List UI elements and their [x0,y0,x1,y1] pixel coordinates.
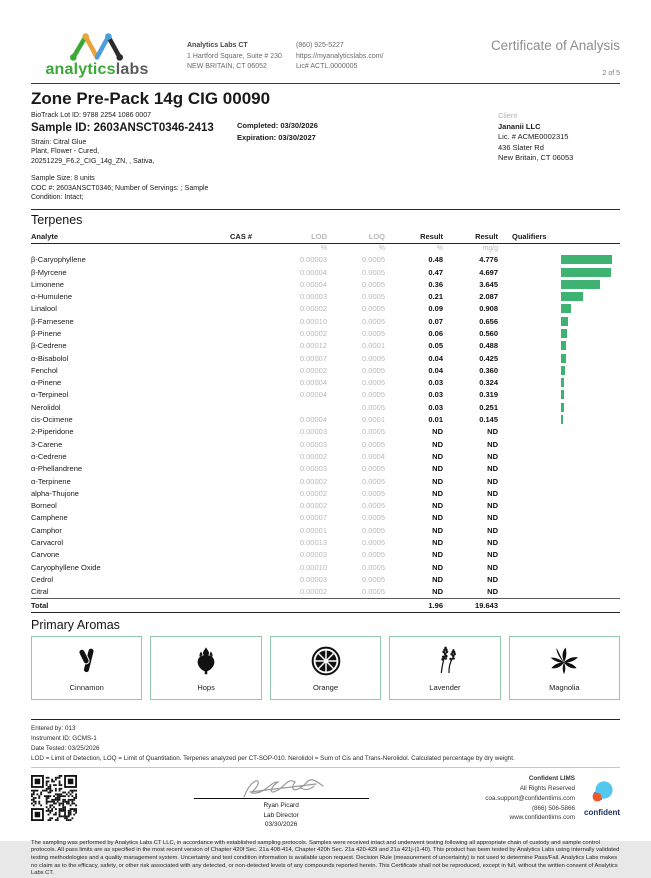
column-header-result-mgg: Result [475,231,498,241]
aroma-card [150,636,261,700]
terpene-result-bar [561,280,600,289]
table-row: Cedrol 0.00003 0.0005 ND ND [31,574,498,584]
lab-logo [31,28,163,79]
date-tested: Date Tested: 03/25/2026 [31,744,100,752]
lab-phone: (860) 925-5227 [295,42,344,49]
confident-circles-icon [586,780,618,806]
table-row: α-Terpinene 0.00002 0.0005 ND ND [31,476,498,486]
lims-block [485,774,620,823]
matrix: Plant, Flower - Cured, [31,148,100,156]
footer-meta [31,724,620,763]
batch-code: 20251229_F6.2_CIG_14g_ZN, , Sativa, [31,157,155,165]
client-license: Lic. # ACME0002315 [498,132,569,141]
expiration-date: Expiration: 03/30/2027 [237,132,316,142]
sample-details-column [31,111,237,203]
client-column [498,111,620,203]
terpene-result-bar [561,329,567,338]
dates-column [237,111,433,203]
table-row: β-Myrcene 0.00004 0.0005 0.47 4.697 [31,266,620,278]
signature-divider [31,767,620,768]
terpenes-divider [31,209,620,210]
coc-number: COC #: 2603ANSCT0346; Number of Servings: ; Sample Condition: Intact; [31,184,209,202]
client-address-2: New Britain, CT 06053 [498,153,574,162]
orange-icon [271,641,380,681]
client-label: Client [498,111,518,120]
cinnamon-icon [32,641,141,681]
column-header-result-pct: Result [420,231,443,241]
terpenes-section-title: Terpenes [31,212,83,227]
hops-icon [151,641,260,681]
disclaimer-text: The sampling was performed by Analytics Labs CT LLC, in accordance with established sampling protocols. Samples were received intact and underwent testing following all appropriate chain of custody and sample control protocols. All pass limits are as specified in the most recent version of Chapter 420f Sec. 21a 408-414, Chapter 420h Sec. 21a 420-429 and 21a 421j-(1-40). This product has been tested by Analytics Labs using internally validated testing methodologies and a quality management system. Uncertainty and test condition information is available upon request. Decision Rule (measurement of uncertainty) is not used to determine Pass/Fail. Analytics Labs makes no claim as to the efficacy, safety, or other risk associated with any detected, or non-detected levels of any compounds reported herein. This Certificate shall not be reproduced, except in full, without the written consent of Analytics Labs CT. [31,839,620,877]
aroma-label: Hops [197,683,215,693]
table-row: Citral 0.00002 0.0005 ND ND [31,587,498,597]
signature-date: 03/30/2026 [264,821,298,829]
lab-website: https://myanalyticslabs.com/ [295,52,384,60]
table-row: 3-Carene 0.00003 0.0005 ND ND [31,439,498,449]
aroma-label: Cinnamon [69,683,104,693]
confident-lims-logo [584,780,620,817]
lab-address-2: NEW BRITAIN, CT 06052 [187,63,267,70]
lab-phone-column [296,41,384,73]
table-row: Linalool 0.00002 0.0005 0.09 0.908 [31,303,620,315]
strain: Strain: Citral Glue [31,138,87,146]
lavender-icon [390,641,499,681]
terpene-result-bar [561,317,568,326]
terpene-total-row [31,598,620,614]
page-title: Zone Pre-Pack 14g CIG 00090 [31,89,271,108]
column-header-loq: LOQ [368,231,385,241]
terpene-result-bar [561,354,566,363]
confident-logo-text: confident [584,808,620,818]
table-row: β-Cedrene 0.00012 0.0001 0.05 0.488 [31,340,620,352]
entered-by: Entered by: 013 [31,725,76,733]
lab-address-column [187,41,282,73]
signatory [77,801,485,829]
total-label: Total [31,601,49,611]
aroma-card [31,636,142,700]
terpene-result-bar [561,378,564,387]
aromas-section-title: Primary Aromas [31,618,120,633]
analytics-labs-zigzag-icon [64,28,130,64]
signature-line [194,798,369,799]
lab-name: Analytics Labs CT [187,42,248,49]
lims-email: coa.support@confidentlims.com [485,794,575,802]
terpene-result-bar [561,390,564,399]
sample-id: Sample ID: 2603ANSCT0346-2413 [31,122,214,135]
terpene-table-units [31,244,620,254]
table-row: Limonene 0.00004 0.0005 0.36 3.645 [31,278,620,290]
header-divider [31,83,620,84]
certificate-title-block [491,38,620,77]
terpene-result-bar [561,292,583,301]
lims-website: www.confidentlims.com [509,814,575,822]
terpene-result-bar [561,255,612,264]
biotrack-lot-id: BioTrack Lot ID: 9788 2254 1086 0007 [31,112,151,119]
unit-result-mgg: mg/g [482,245,498,253]
table-row: α-Humulene 0.00003 0.0005 0.21 2.087 [31,290,620,302]
lab-license: Lic# ACTL.0000005 [295,63,358,70]
aroma-card [389,636,500,700]
table-row: Carvone 0.00003 0.0005 ND ND [31,550,498,560]
terpene-result-bar [561,366,565,375]
signatory-title: Lab Director [263,811,299,819]
table-row: β-Farnesene 0.00010 0.0005 0.07 0.656 [31,315,620,327]
wordmark-labs: labs [115,61,149,78]
signatory-name: Ryan Picard [263,802,299,810]
instrument-id: Instrument ID: GCMS-1 [31,735,97,743]
table-row: 2-Piperidone 0.00003 0.0005 ND ND [31,427,498,437]
total-result-pct: 1.96 [428,601,443,611]
header [0,0,651,79]
signature-band [31,773,620,829]
page-indicator: 2 of 5 [602,70,620,77]
column-header-qualifiers: Qualifiers [512,231,547,241]
column-header-cas: CAS # [230,231,253,241]
table-row: β-Pinene 0.00002 0.0005 0.06 0.560 [31,327,620,339]
signature-block [77,773,485,829]
lims-name: Confident LIMS [528,775,575,783]
table-row: cis-Ocimene 0.00004 0.0001 0.01 0.145 [31,413,620,425]
client-address-1: 436 Slater Rd [498,142,544,152]
terpene-table-body [31,254,620,598]
aroma-card [270,636,381,700]
aroma-label: Lavender [429,683,461,693]
terpene-table-header [31,232,620,244]
lab-wordmark [31,61,163,79]
magnolia-icon [510,641,619,681]
completed-date: Completed: 03/30/2026 [237,121,318,130]
lab-contact-info [187,41,383,73]
table-row: Borneol 0.00002 0.0005 ND ND [31,501,498,511]
terpene-result-bar [561,341,566,350]
table-row: Caryophyllene Oxide 0.00010 0.0005 ND ND [31,562,498,572]
method-note: LOD = Limit of Detection, LOQ = Limit of Quantitation. Terpenes analyzed per CT-SOP-010. Nerolidol = Sum of Cis and Trans-Nerolidol. Calculated percentage by dry weight. [31,754,515,762]
qr-code [31,775,77,821]
table-row: α-Bisabolol 0.00007 0.0005 0.04 0.425 [31,352,620,364]
table-row: Camphene 0.00007 0.0005 ND ND [31,513,498,523]
table-row: Nerolidol 0.0005 0.03 0.251 [31,401,620,413]
unit-result-pct: % [436,245,443,253]
sample-meta [31,174,237,202]
terpene-result-bar [561,403,564,412]
wordmark-analytics: analytics [45,61,116,78]
aroma-label: Orange [313,683,339,693]
sample-info [31,111,620,203]
sample-size: Sample Size: 8 units [31,175,95,183]
client-name: Jananii LLC [498,121,541,131]
table-row: Fenchol 0.00002 0.0005 0.04 0.360 [31,364,620,376]
certificate-title: Certificate of Analysis [490,38,620,53]
table-row: β-Caryophyllene 0.00003 0.0005 0.48 4.776 [31,254,620,266]
table-row: Camphor 0.00001 0.0005 ND ND [31,525,498,535]
table-row: α-Cedrene 0.00002 0.0004 ND ND [31,451,498,461]
terpene-result-bar [561,415,563,424]
aroma-cards [31,636,620,700]
terpene-result-bar [561,304,571,313]
unit-lod: % [320,245,327,253]
lims-contact [485,774,575,823]
aroma-card [509,636,620,700]
table-row: Carvacrol 0.00013 0.0005 ND ND [31,538,498,548]
table-row: α-Terpineol 0.00004 0.0005 0.03 0.319 [31,389,620,401]
aroma-label: Magnolia [549,683,580,693]
lab-address-1: 1 Hartford Square, Suite # 230 [187,52,282,60]
total-result-mgg: 19.643 [475,601,498,611]
table-row: α-Phellandrene 0.00003 0.0005 ND ND [31,464,498,474]
column-header-analyte: Analyte [31,231,59,241]
terpene-result-bar [561,268,611,277]
table-row: alpha-Thujone 0.00002 0.0005 ND ND [31,488,498,498]
lims-phone: (866) 506-5866 [531,804,575,812]
unit-loq: % [378,245,385,253]
table-row: α-Pinene 0.00004 0.0005 0.03 0.324 [31,377,620,389]
lims-rights: All Rights Reserved [519,785,575,793]
footer-divider [31,719,620,720]
column-header-lod: LOD [311,231,327,241]
